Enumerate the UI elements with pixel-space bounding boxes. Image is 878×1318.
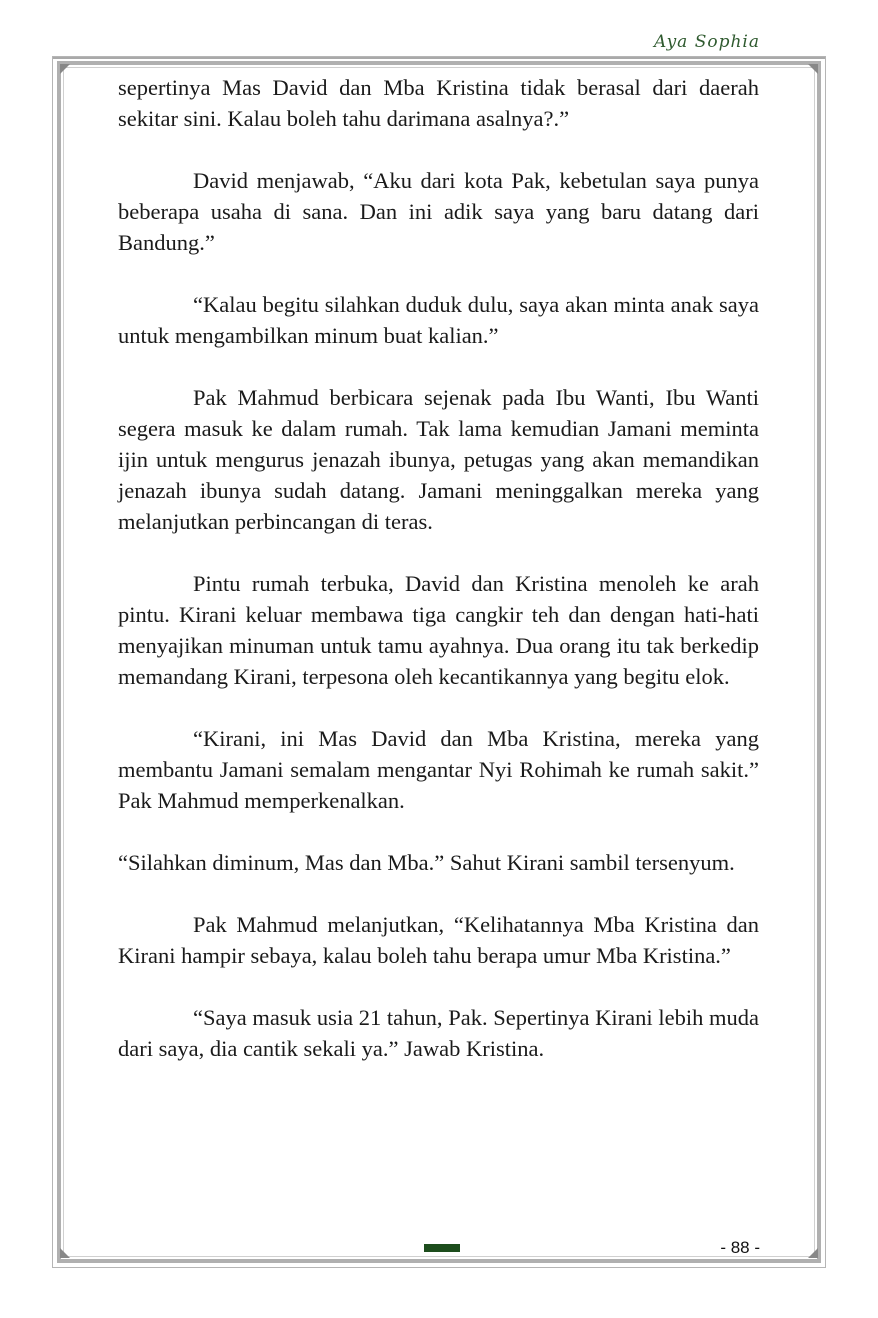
corner-ornament-bottom-left <box>60 1248 70 1258</box>
running-header-title: Aya Sophia <box>653 32 760 52</box>
paragraph: David menjawab, “Aku dari kota Pak, kebetulan saya punya beberapa usaha di sana. Dan ini adik saya yang baru datang dari Bandung.” <box>118 168 759 255</box>
paragraph: “Saya masuk usia 21 tahun, Pak. Sepertinya Kirani lebih muda dari saya, dia cantik sekali ya.” Jawab Kristina. <box>118 1005 759 1061</box>
page-body <box>118 72 759 1095</box>
paragraph: “Silahkan diminum, Mas dan Mba.” Sahut Kirani sambil tersenyum. <box>118 850 735 875</box>
paragraph: sepertinya Mas David dan Mba Kristina tidak berasal dari daerah sekitar sini. Kalau boleh tahu darimana asalnya?.” <box>118 75 759 131</box>
page-number: - 88 - <box>720 1238 760 1257</box>
paragraph: Pak Mahmud melanjutkan, “Kelihatannya Mba Kristina dan Kirani hampir sebaya, kalau boleh tahu berapa umur Mba Kristina.” <box>118 912 759 968</box>
corner-ornament-top-right <box>808 64 818 74</box>
paragraph: “Kalau begitu silahkan duduk dulu, saya akan minta anak saya untuk mengambilkan minum buat kalian.” <box>118 292 759 348</box>
footer-ornament-bar <box>424 1244 460 1252</box>
paragraph: “Kirani, ini Mas David dan Mba Kristina, mereka yang membantu Jamani semalam mengantar Nyi Rohimah ke rumah sakit.” Pak Mahmud memperkenalkan. <box>118 726 759 813</box>
paragraph: Pintu rumah terbuka, David dan Kristina menoleh ke arah pintu. Kirani keluar membawa tiga cangkir teh dan dengan hati-hati menyajikan minuman untuk tamu ayahnya. Dua orang itu tak berkedip memandang Kirani, terpesona oleh kecantikannya yang begitu elok. <box>118 571 759 689</box>
corner-ornament-top-left <box>60 64 70 74</box>
paragraph: Pak Mahmud berbicara sejenak pada Ibu Wanti, Ibu Wanti segera masuk ke dalam rumah. Tak lama kemudian Jamani meminta ijin untuk mengurus jenazah ibunya, petugas yang akan memandikan jenazah ibunya sudah datang. Jamani meninggalkan mereka yang melanjutkan perbincangan di teras. <box>118 385 759 534</box>
corner-ornament-bottom-right <box>808 1248 818 1258</box>
